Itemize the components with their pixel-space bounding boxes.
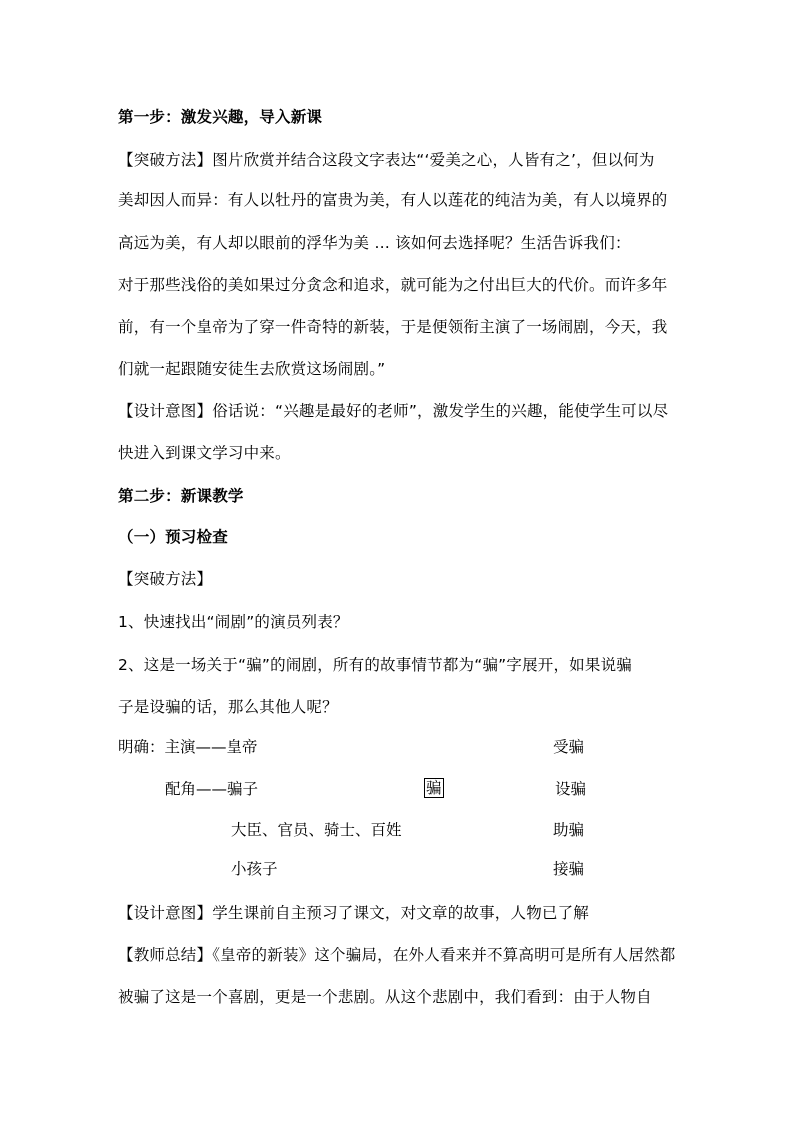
step1-method-line-5: 前，有一个皇帝为了穿一件奇特的新装，于是便领衔主演了一场闹剧，今天，我 (118, 318, 668, 336)
step1-heading: 第一步：激发兴趣，导入新课 (118, 108, 323, 126)
question-1: 1、快速找出“闹剧”的演员列表？ (118, 613, 349, 631)
clarify-row4-right: 接骗 (553, 860, 585, 878)
step1-method-line-6: 们就一起跟随安徒生去欣赏这场闹剧。” (118, 360, 386, 378)
clarify-row3-right: 助骗 (553, 821, 585, 839)
step1-method-line-3: 高远为美，有人却以眼前的浮华为美 … 该如何去选择呢？生活告诉我们： (118, 234, 631, 252)
question-2-line-2: 子是设骗的话，那么其他人呢？ (118, 698, 338, 716)
question-2-line-1: 2、这是一场关于“骗”的闹剧，所有的故事情节都为“骗”字展开，如果说骗 (118, 656, 632, 674)
step1-intent-line-1: 【设计意图】俗话说：“兴趣是最好的老师”，激发学生的兴趣，能使学生可以尽 (118, 402, 669, 420)
clarify-row2-left: 配角——骗子 (165, 780, 259, 798)
clarify-row3-left: 大臣、官员、骑士、百姓 (231, 821, 402, 839)
step2-method-label: 【突破方法】 (118, 570, 213, 588)
summary-line-2: 被骗了这是一个喜剧，更是一个悲剧。从这个悲剧中，我们看到：由于人物自 (118, 988, 652, 1006)
clarify-row4-left: 小孩子 (231, 860, 278, 878)
clarify-row1-left: 明确：主演——皇帝 (118, 738, 258, 756)
clarify-row2-right: 设骗 (555, 780, 587, 798)
clarify-row1-right: 受骗 (553, 738, 585, 756)
step2-intent: 【设计意图】学生课前自主预习了课文，对文章的故事，人物已了解 (118, 904, 590, 922)
step1-method-line-2: 美却因人而异：有人以牡丹的富贵为美，有人以莲花的纯洁为美，有人以境界的 (118, 191, 668, 209)
summary-line-1: 【教师总结】《皇帝的新装》这个骗局，在外人看来并不算高明可是所有人居然都 (118, 946, 676, 964)
step1-method-line-4: 对于那些浅俗的美如果过分贪念和追求，就可能为之付出巨大的代价。而许多年 (118, 276, 668, 294)
step1-method-line-1: 【突破方法】图片欣赏并结合这段文字表达“‘爱美之心，人皆有之’，但以何为 (118, 151, 655, 169)
step2-subheading: （一）预习检查 (118, 528, 228, 546)
step1-intent-line-2: 快进入到课文学习中来。 (118, 444, 291, 462)
center-box-label: 骗 (426, 779, 442, 797)
clarify-center-box (424, 778, 444, 798)
step2-heading: 第二步：新课教学 (118, 487, 244, 505)
